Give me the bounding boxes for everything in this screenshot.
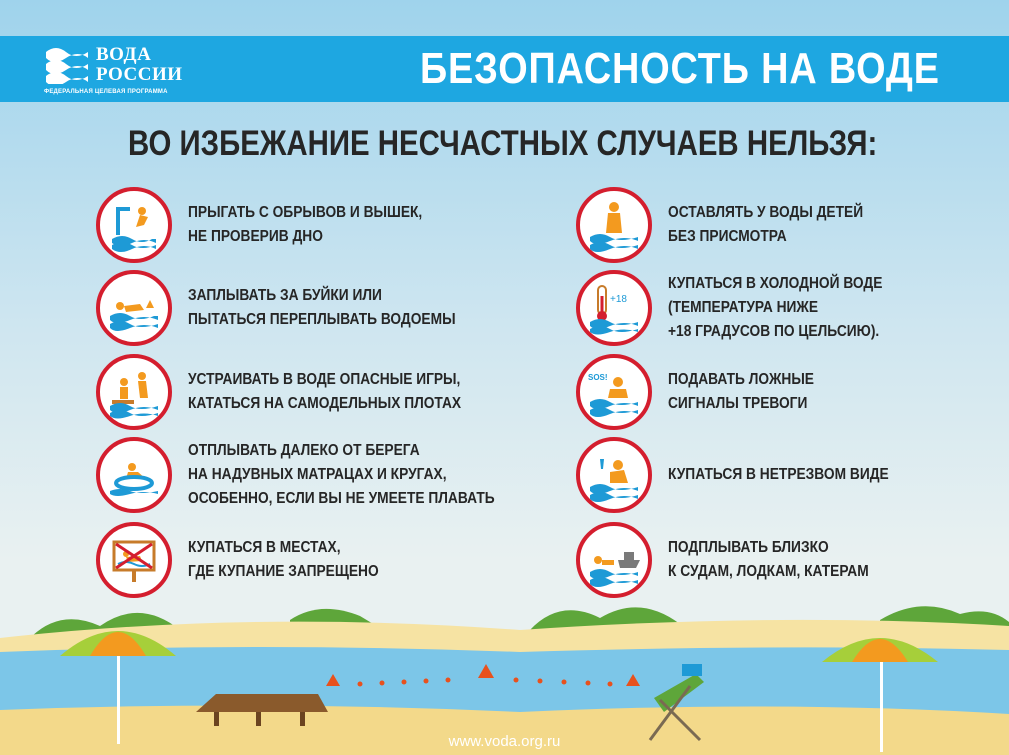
rule-text: КУПАТЬСЯ В МЕСТАХ, ГДЕ КУПАНИЕ ЗАПРЕЩЕНО bbox=[188, 539, 379, 580]
section-heading: ВО ИЗБЕЖАНИЕ НЕСЧАСТНЫХ СЛУЧАЕВ НЕЛЬЗЯ: bbox=[128, 124, 878, 163]
rule-text: КУПАТЬСЯ В НЕТРЕЗВОМ ВИДЕ bbox=[668, 466, 889, 483]
header-banner bbox=[0, 36, 1009, 102]
thermometer-icon bbox=[576, 270, 652, 346]
rule-text: ПРЫГАТЬ С ОБРЫВОВ И ВЫШЕК, НЕ ПРОВЕРИВ ДНО bbox=[188, 204, 423, 245]
rule-text: ОТПЛЫВАТЬ ДАЛЕКО ОТ БЕРЕГА НА НАДУВНЫХ МАТРАЦАХ И КРУГАХ, ОСОБЕННО, ЕСЛИ ВЫ НЕ УМЕЕТЕ ПЛАВАТЬ bbox=[188, 442, 495, 507]
rule-text: ПОДАВАТЬ ЛОЖНЫЕ СИГНАЛЫ ТРЕВОГИ bbox=[668, 371, 814, 412]
rule-text: ПОДПЛЫВАТЬ БЛИЗКО К СУДАМ, ЛОДКАМ, КАТЕРАМ bbox=[668, 539, 869, 580]
rule-item bbox=[576, 187, 996, 263]
rule-item bbox=[96, 522, 516, 598]
rule-item bbox=[576, 437, 996, 513]
svg-text:+18: +18 bbox=[610, 294, 627, 305]
page-title: БЕЗОПАСНОСТЬ НА ВОДЕ bbox=[420, 44, 940, 93]
logo-subtitle: ФЕДЕРАЛЬНАЯ ЦЕЛЕВАЯ ПРОГРАММА bbox=[44, 89, 168, 95]
sos-signal-icon bbox=[576, 354, 652, 430]
ship-swimmer-icon bbox=[576, 522, 652, 598]
rule-item bbox=[576, 270, 996, 346]
rule-item bbox=[96, 437, 556, 513]
rule-item bbox=[576, 522, 996, 598]
svg-text:SOS!: SOS! bbox=[588, 373, 608, 382]
child-near-water-icon bbox=[576, 187, 652, 263]
logo-text-line1: ВОДА bbox=[96, 44, 152, 65]
inflatable-ring-icon bbox=[96, 437, 172, 513]
rule-item bbox=[96, 187, 516, 263]
rule-text: ОСТАВЛЯТЬ У ВОДЫ ДЕТЕЙ БЕЗ ПРИСМОТРА bbox=[668, 204, 864, 245]
rule-item bbox=[96, 270, 516, 346]
footer-url[interactable]: www.voda.org.ru bbox=[448, 733, 561, 750]
dangerous-games-icon bbox=[96, 354, 172, 430]
rule-item bbox=[576, 354, 996, 430]
beach-scene bbox=[0, 590, 1009, 755]
swimmer-buoy-icon bbox=[96, 270, 172, 346]
wave-logo-icon bbox=[44, 44, 90, 84]
logo bbox=[44, 44, 214, 96]
rule-text: КУПАТЬСЯ В ХОЛОДНОЙ ВОДЕ (ТЕМПЕРАТУРА НИЖЕ +18 ГРАДУСОВ ПО ЦЕЛЬСИЮ). bbox=[668, 275, 883, 340]
diving-tower-icon bbox=[96, 187, 172, 263]
rule-text: УСТРАИВАТЬ В ВОДЕ ОПАСНЫЕ ИГРЫ, КАТАТЬСЯ НА САМОДЕЛЬНЫХ ПЛОТАХ bbox=[188, 371, 462, 412]
rule-text: ЗАПЛЫВАТЬ ЗА БУЙКИ ИЛИ ПЫТАТЬСЯ ПЕРЕПЛЫВАТЬ ВОДОЕМЫ bbox=[188, 287, 456, 328]
rule-item bbox=[96, 354, 516, 430]
drunk-swimmer-icon bbox=[576, 437, 652, 513]
no-swimming-sign-icon bbox=[96, 522, 172, 598]
logo-text-line2: РОССИИ bbox=[96, 64, 183, 85]
